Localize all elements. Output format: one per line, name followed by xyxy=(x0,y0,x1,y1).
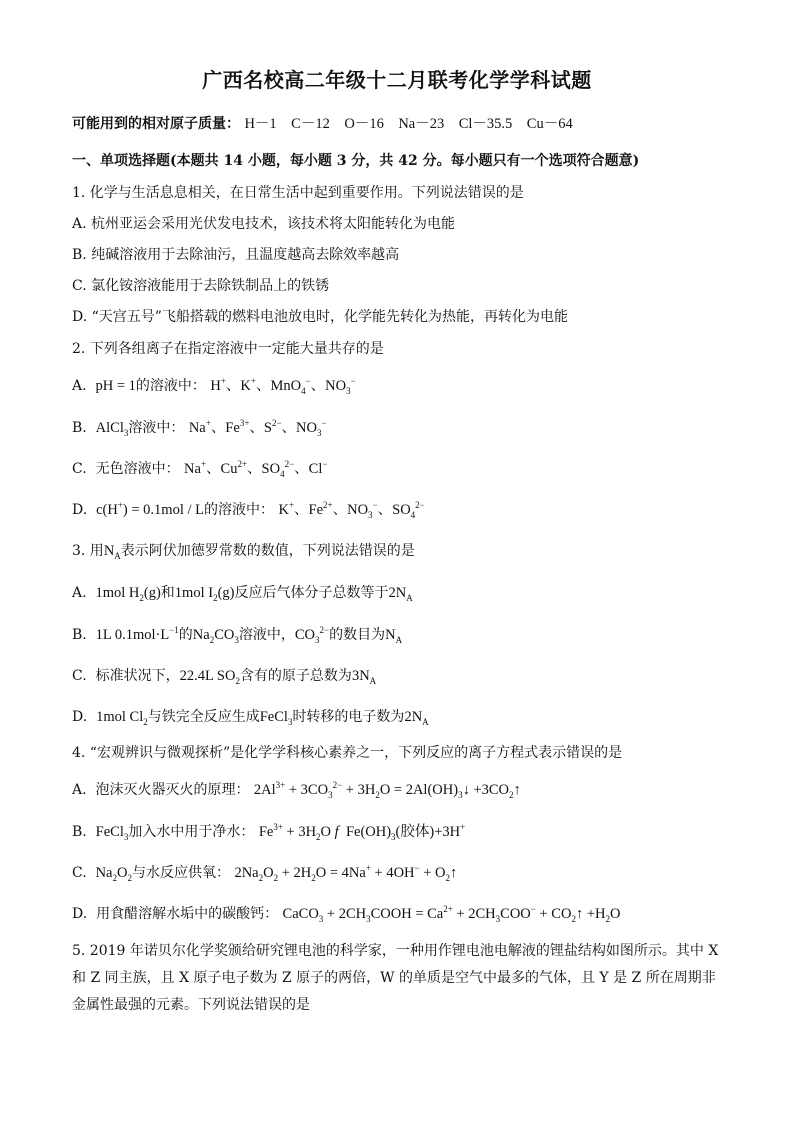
q2-stem: 2. 下列各组离子在指定溶液中一定能大量共存的是 xyxy=(72,341,384,357)
q1-option-a: A. 杭州亚运会采用光伏发电技术，该技术将太阳能转化为电能 xyxy=(72,216,456,232)
q3-stem: 3. 用$N_A$表示阿伏加德罗常数的数值，下列说法错误的是 xyxy=(72,543,415,561)
q2-d-condition: c(H+) = 0.1mol / L xyxy=(96,500,204,518)
q2-a-condition: pH = 1 xyxy=(95,378,136,394)
q2-d-ions: K+、$Fe^{2+}$、$NO_3^-$、$SO_4^{2-}$ xyxy=(278,500,425,520)
q2-option-b: B. AlCl$_3$溶液中： Na+、$Fe^{3+}$、$S^{2-}$、$NO_3^-$ xyxy=(72,418,327,438)
section-heading: 一、单项选择题(本题共 14 小题，每小题 3 分，共 42 分。每小题只有一个选项符合题意) xyxy=(72,153,640,169)
atomic-mass-label: 可能用到的相对原子质量： xyxy=(72,116,240,132)
q2-option-a: A. pH = 1的溶液中： H+、K+、MnO$_4$−、$NO_3^-$ xyxy=(72,376,356,396)
q3-option-a: A. 1mol $H_2(g)$和1mol $I_2(g)$反应后气体分子总数等于$2N_A$ xyxy=(72,585,413,603)
q3-option-c: C. 标准状况下，22.4L $SO_2$含有的原子总数为$3N_A$ xyxy=(72,668,377,686)
q4-option-a: A. 泡沫灭火器灭火的原理： $2Al^{3+} + 3CO_3^{2-} + 3H_2O$ = $2Al(OH)_3↓$ $+3CO_2↑$ xyxy=(72,780,521,800)
q2-b-solute: AlCl$_3$ xyxy=(95,420,129,438)
atomic-mass-line xyxy=(72,112,573,133)
q3-option-b: B. 1L $0.1mol\cdot L^{-1}$的$Na_2CO_3$溶液中，$CO_3^{2-}$的数目为$N_A$ xyxy=(72,625,403,645)
q4-option-c: C. $Na_2O_2$与水反应供氧： $2Na_2O_2 + 2H_2O = 4Na^+ + 4OH^-$ + $O_2↑$ xyxy=(72,863,458,883)
q1-option-d: D. “天宫五号”飞船搭载的燃料电池放电时，化学能先转化为热能，再转化为电能 xyxy=(72,309,568,325)
q2-a-ions: H+、K+、MnO$_4$−、$NO_3^-$ xyxy=(210,376,356,396)
q1-stem: 1. 化学与生活息息相关，在日常生活中起到重要作用。下列说法错误的是 xyxy=(72,185,524,201)
q4-stem: 4. “宏观辨识与微观探析”是化学学科核心素养之一，下列反应的离子方程式表示错误的是 xyxy=(72,745,623,761)
q4-option-b: B. FeCl$_3$加入水中用于净水： $Fe^{3+} + 3H_2O$ f $Fe(OH)_3$(胶体)+3H+ xyxy=(72,822,466,842)
q1-option-c: C. 氯化铵溶液能用于去除铁制品上的铁锈 xyxy=(72,278,330,294)
page-title: 广西名校高二年级十二月联考化学学科试题 xyxy=(202,68,592,92)
atomic-mass-values: H－1 C－12 O－16 Na－23 Cl－35.5 Cu－64 xyxy=(244,116,573,132)
q2-option-c: C. 无色溶液中： Na+、$Cu^{2+}$、$SO_4^{2-}$、Cl− xyxy=(72,459,328,479)
q2-option-d: D. c(H+) = 0.1mol / L的溶液中： K+、$Fe^{2+}$、$NO_3^-$、$SO_4^{2-}$ xyxy=(72,500,425,520)
q3-option-d: D. 1mol $Cl_2$与铁完全反应生成FeCl$_3$时转移的电子数为$2N_A$ xyxy=(72,709,429,727)
q2-b-ions: Na+、$Fe^{3+}$、$S^{2-}$、$NO_3^-$ xyxy=(188,418,327,438)
q4-option-d: D. 用食醋溶解水垢中的碳酸钙： CaCO$_3$ + $2CH_3COOH = Ca^{2+} + 2CH_3COO^-$ + $CO_2↑ +H_2O$ xyxy=(72,904,621,924)
q1-option-b: B. 纯碱溶液用于去除油污，且温度越高去除效率越高 xyxy=(72,247,400,263)
q2-c-ions: Na+、$Cu^{2+}$、$SO_4^{2-}$、Cl− xyxy=(184,459,328,479)
q5-stem: 5. 2019 年诺贝尔化学奖颁给研究锂电池的科学家，一种用作锂电池电解液的锂盐结构如图所示。其中 X 和 Z 同主族，且 X 原子电子数为 Z 原子的两倍，W 的单质是空气中最多的气体，且 Y 是 Z 所在周期非金属性最强的元素。下列说法错误的是 xyxy=(72,943,719,1013)
